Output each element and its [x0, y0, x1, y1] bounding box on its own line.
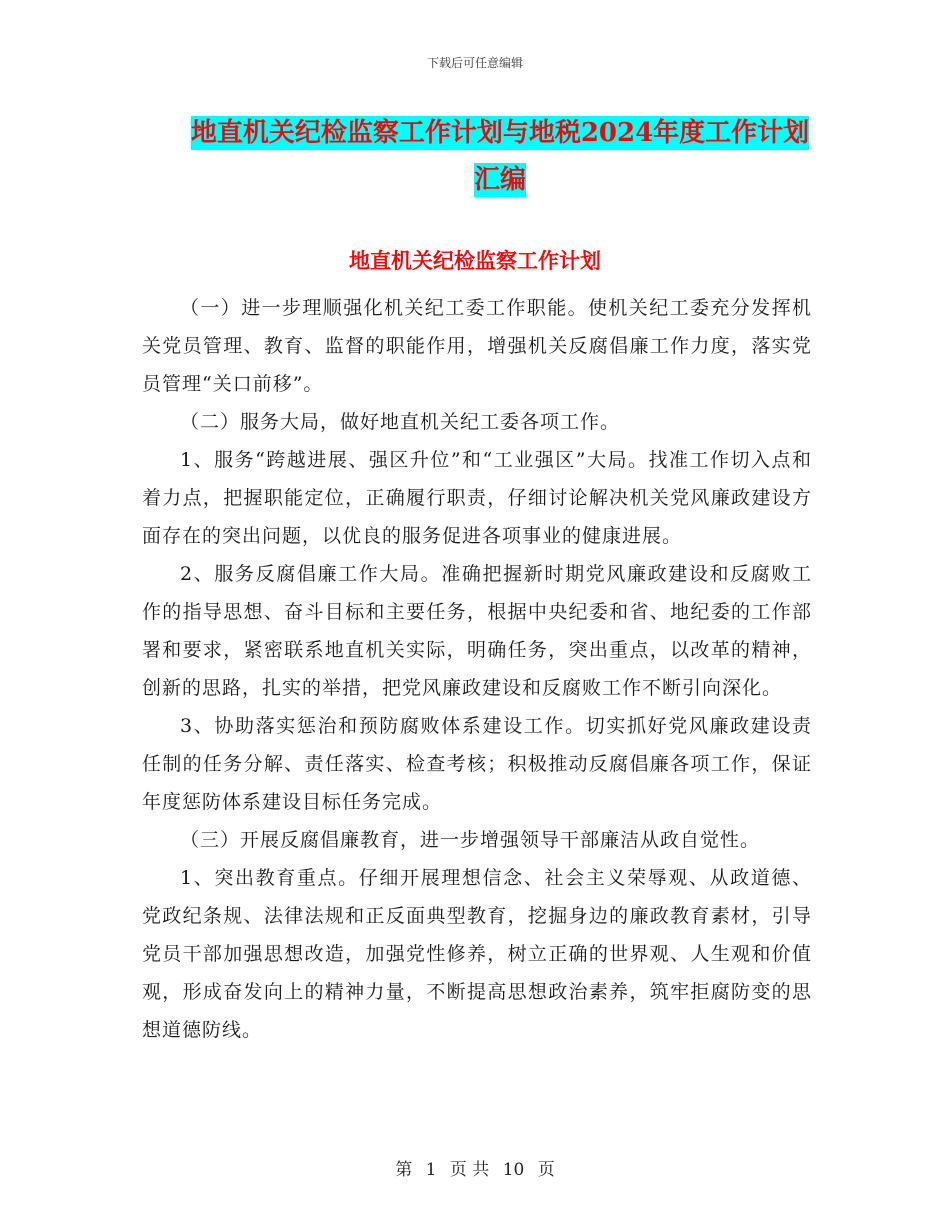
paragraph: 1、服务“跨越进展、强区升位”和“工业强区”大局。找准工作切入点和着力点，把握职能定位，正确履行职责，仔细讨论解决机关党风廉政建设方面存在的突出问题，以优良的服务促进各项事业的健康进展。 [142, 449, 812, 547]
footer-total-pages: 10 [502, 1160, 525, 1180]
footer-prefix: 第 [395, 1160, 413, 1180]
footer-suffix: 页 [537, 1160, 555, 1180]
paragraph: 3、协助落实惩治和预防腐败体系建设工作。切实抓好党风廉政建设责任制的任务分解、责任落实、检查考核；积极推动反腐倡廉各项工作，保证年度惩防体系建设目标任务完成。 [142, 715, 812, 813]
footer-mid: 页 共 [449, 1160, 490, 1180]
paragraph: （二）服务大局，做好地直机关纪工委各项工作。 [180, 411, 621, 433]
paragraph: （三）开展反腐倡廉教育，进一步增强领导干部廉洁从政自觉性。 [180, 829, 761, 851]
section-title: 地直机关纪检监察工作计划 [349, 248, 601, 273]
document-title-line-2: 汇编 [473, 165, 526, 195]
document-title-line-1: 地直机关纪检监察工作计划与地税2024年度工作计划 [190, 118, 810, 148]
document-body [142, 289, 812, 1049]
footer-page-number: 1 [425, 1160, 437, 1180]
page-header-note: 下载后可任意编辑 [426, 56, 523, 70]
paragraph: （一）进一步理顺强化机关纪工委工作职能。使机关纪工委充分发挥机关党员管理、教育、监督的职能作用，增强机关反腐倡廉工作力度，落实党员管理“关口前移”。 [142, 297, 812, 395]
paragraph: 2、服务反腐倡廉工作大局。准确把握新时期党风廉政建设和反腐败工作的指导思想、奋斗目标和主要任务，根据中央纪委和省、地纪委的工作部署和要求，紧密联系地直机关实际，明确任务，突出重点，以改革的精神，创新的思路，扎实的举措，把党风廉政建设和反腐败工作不断引向深化。 [142, 563, 812, 699]
document-title [140, 110, 860, 204]
paragraph: 1、突出教育重点。仔细开展理想信念、社会主义荣辱观、从政道德、党政纪条规、法律法规和正反面典型教育，挖掘身边的廉政教育素材，引导党员干部加强思想改造，加强党性修养，树立正确的世界观、人生观和价值观，形成奋发向上的精神力量，不断提高思想政治素养，筑牢拒腐防变的思想道德防线。 [142, 867, 812, 1041]
page-footer [0, 1155, 950, 1180]
